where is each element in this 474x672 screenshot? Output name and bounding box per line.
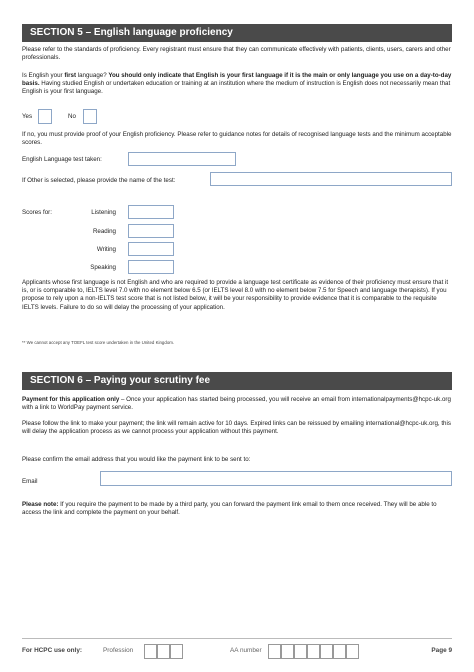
aa-cell-3[interactable] [294,644,307,659]
page-number: Page 9 [431,647,452,654]
proof-text: If no, you must provide proof of your English proficiency. Please refer to guidance notes for details of recognised language tests and the minimum acceptable scores. [22,131,452,147]
aa-cell-7[interactable] [346,644,359,659]
confirm-email-text: Please confirm the email address that you would like the payment link to be sent to: [22,456,251,463]
section-5-intro: Please refer to the standards of proficiency. Every registrant must ensure that they can communicate effectively with patients, clients, users, carers and other professionals. [22,46,451,62]
aa-cell-4[interactable] [307,644,320,659]
other-test-label: If Other is selected, please provide the name of the test: [22,177,176,184]
profession-label: Profession [103,647,134,654]
third-party-note: Please note: If you require the payment to be made by a third party, you can forward the payment link email to them once received. They will be able to access the link and complete the payment on your behalf. [22,501,437,517]
footer-divider [22,638,452,639]
score-label-reading: Reading [92,228,116,235]
score-label-writing: Writing [96,246,116,253]
aa-cell-6[interactable] [333,644,346,659]
test-taken-label: English Language test taken: [22,156,102,163]
score-field-speaking[interactable] [128,260,174,274]
yes-label: Yes [22,113,33,120]
aa-number-label: AA number [230,647,262,654]
score-field-listening[interactable] [128,205,174,219]
score-field-reading[interactable] [128,224,174,238]
section-5-header: SECTION 5 – English language proficiency [22,24,452,42]
score-label-speaking: Speaking [90,264,116,271]
aa-cell-5[interactable] [320,644,333,659]
yes-checkbox[interactable] [38,109,52,124]
test-taken-field[interactable] [128,152,236,166]
scores-label: Scores for: [22,209,52,216]
score-label-listening: Listening [91,209,116,216]
payment-text: Payment for this application only – Once your application has started being processed, you will receive an email from internationalpayments@hcpc-uk.org with a link to WorldPay payment service. [22,396,451,412]
applicants-text: Applicants whose first language is not English and who are required to provide a language test certificate as evidence of their proficiency must ensure that it is, or is comparable to, IELTS level 7.0 with no element below 6.5 (or IELTS level 8.0 with no element below 7.5 for Speech and language therapists). If you propose to rely upon a non-IELTS test score that is not listed below, it will be your responsibility to provide evidence that it is comparable to the requisite IELTS levels. Failure to do so will delay the processing of your application. [22,279,449,311]
follow-link-text: Please follow the link to make your payment; the link will remain active for 10 days. Expired links can be reissued by emailing international@hcpc-uk.org, this will delay the application process as we cannot process your application without this payment. [22,420,451,436]
first-language-question: Is English your first language? You should only indicate that English is your first language if it is the main or only language you use on a day-to-day basis. Having studied English or undertaken education or training at an institution where the medium of instruction is English does not necessarily mean that English is your first language. [22,72,452,96]
no-checkbox[interactable] [83,109,97,124]
score-field-writing[interactable] [128,242,174,256]
email-label: Email [22,478,38,485]
aa-cell-2[interactable] [281,644,294,659]
no-label: No [68,113,76,120]
aa-cell-1[interactable] [268,644,281,659]
email-field[interactable] [100,471,452,486]
profession-cell-1[interactable] [144,644,157,659]
profession-cell-3[interactable] [170,644,183,659]
other-test-field[interactable] [210,172,452,186]
profession-cell-2[interactable] [157,644,170,659]
section-6-header: SECTION 6 – Paying your scrutiny fee [22,372,452,390]
hcpc-use-label: For HCPC use only: [22,647,83,654]
toefl-note: ** We cannot accept any TOEFL test score undertaken in the United Kingdom. [22,340,175,345]
